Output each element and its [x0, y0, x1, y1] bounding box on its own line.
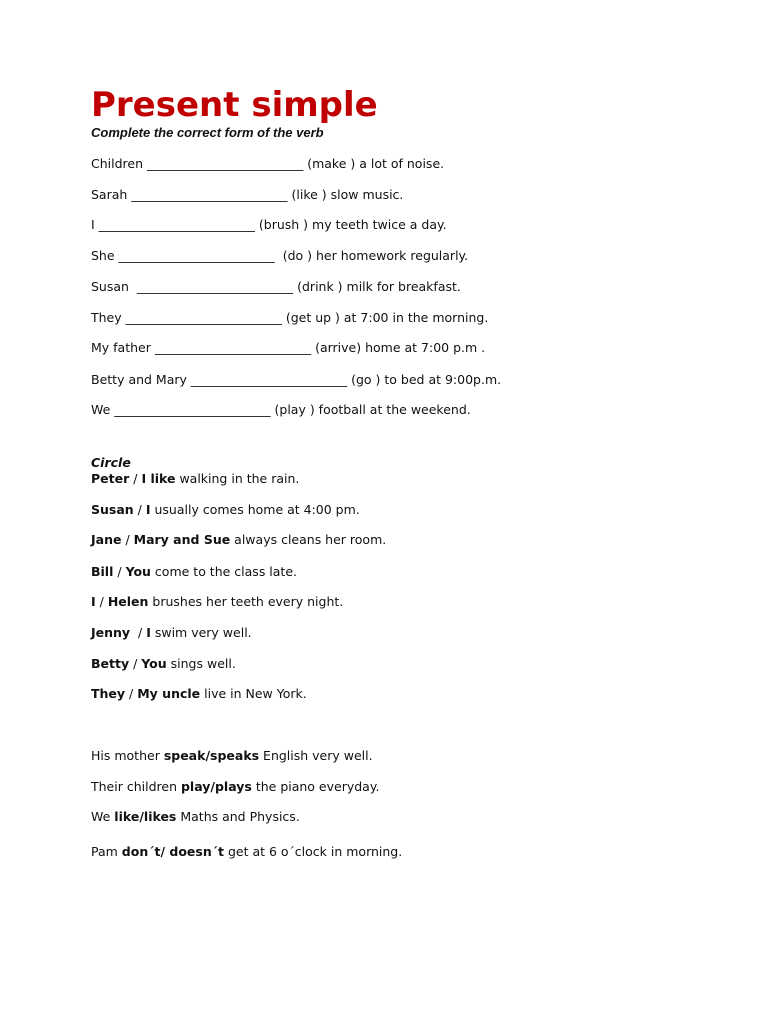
fill-in-blank: I _________________________ — [91, 217, 259, 232]
page-title: Present simple — [91, 85, 378, 125]
fill-in-blank: They _________________________ — [91, 310, 286, 325]
fill-in-item — [91, 309, 488, 327]
circle-item — [91, 531, 386, 549]
option-separator: / — [113, 564, 126, 579]
circle-item — [91, 655, 236, 673]
option-separator: / — [139, 809, 144, 824]
fill-in-rest: (arrive) home at 7:00 p.m . — [315, 340, 486, 355]
fill-in-rest: (do ) her homework regularly. — [282, 248, 469, 263]
sentence-rest: always cleans her room. — [230, 532, 387, 547]
option-separator: / — [95, 594, 108, 609]
instruction-text: Complete the correct form of the verb — [91, 125, 324, 140]
option-b: plays — [214, 779, 252, 794]
circle-item — [91, 563, 297, 581]
circle-item — [91, 685, 307, 703]
option-a: speak — [163, 748, 206, 763]
option-b: speaks — [210, 748, 260, 763]
option-a: play — [180, 779, 211, 794]
fill-in-rest: (go ) to bed at 9:00p.m. — [351, 372, 502, 387]
fill-in-item — [91, 371, 501, 389]
fill-in-item — [91, 278, 461, 296]
fill-in-rest: (make ) a lot of noise. — [307, 156, 445, 171]
circle-item — [91, 501, 360, 519]
option-b: Helen — [107, 594, 149, 609]
sentence-rest: walking in the rain. — [175, 471, 300, 486]
option-separator: / — [133, 502, 146, 517]
fill-in-blank: Sarah _________________________ — [91, 187, 292, 202]
sentence-rest: get at 6 o´clock in morning. — [223, 844, 403, 859]
sentence-rest: the piano everyday. — [251, 779, 380, 794]
option-b: I like — [141, 471, 176, 486]
choose-item — [91, 808, 300, 826]
circle-item — [91, 624, 252, 642]
option-b: Mary and Sue — [133, 532, 231, 547]
option-b: You — [125, 564, 151, 579]
option-separator: / — [121, 532, 134, 547]
fill-in-blank: She _________________________ — [91, 248, 283, 263]
option-a: Betty — [91, 656, 130, 671]
option-separator: / — [129, 471, 142, 486]
option-separator: / — [125, 686, 138, 701]
option-separator: / — [205, 748, 211, 763]
sentence-rest: usually comes home at 4:00 pm. — [150, 502, 360, 517]
sentence-start: Pam — [91, 844, 122, 859]
option-b: My uncle — [137, 686, 201, 701]
option-a: Jane — [91, 532, 122, 547]
option-separator: / — [210, 779, 215, 794]
sentence-rest: sings well. — [166, 656, 236, 671]
fill-in-blank: Children _________________________ — [91, 156, 308, 171]
fill-in-rest: (get up ) at 7:00 in the morning. — [285, 310, 489, 325]
sentence-rest: live in New York. — [200, 686, 307, 701]
option-separator: / — [160, 844, 170, 859]
option-a: Susan — [91, 502, 134, 517]
option-b: You — [141, 656, 167, 671]
circle-item — [91, 593, 343, 611]
option-a: like — [114, 809, 140, 824]
option-a: I — [91, 594, 96, 609]
sentence-rest: English very well. — [259, 748, 373, 763]
sentence-start: We — [91, 809, 115, 824]
fill-in-item — [91, 401, 471, 419]
fill-in-rest: (play ) football at the weekend. — [274, 402, 471, 417]
fill-in-item — [91, 339, 485, 357]
fill-in-blank: Betty and Mary _________________________ — [91, 372, 352, 387]
fill-in-rest: (like ) slow music. — [291, 187, 404, 202]
fill-in-item — [91, 155, 444, 173]
fill-in-blank: My father _________________________ — [91, 340, 316, 355]
option-b: I — [146, 625, 151, 640]
fill-in-rest: (drink ) milk for breakfast. — [297, 279, 461, 294]
sentence-start: Their children — [91, 779, 181, 794]
choose-item — [91, 843, 402, 861]
option-separator: / — [130, 625, 147, 640]
fill-in-blank: Susan _________________________ — [91, 279, 298, 294]
fill-in-blank: We _________________________ — [91, 402, 275, 417]
choose-item — [91, 778, 379, 796]
option-a: They — [91, 686, 126, 701]
option-a: don´t — [121, 844, 161, 859]
section-heading-circle: Circle — [91, 455, 131, 470]
option-a: Jenny — [91, 625, 131, 640]
option-separator: / — [129, 656, 142, 671]
fill-in-item — [91, 216, 447, 234]
option-b: I — [145, 502, 151, 517]
fill-in-rest: (brush ) my teeth twice a day. — [258, 217, 447, 232]
fill-in-item — [91, 247, 468, 265]
circle-item — [91, 470, 299, 488]
sentence-rest: Maths and Physics. — [176, 809, 300, 824]
option-a: Peter — [91, 471, 130, 486]
fill-in-item — [91, 186, 403, 204]
sentence-rest: brushes her teeth every night. — [148, 594, 344, 609]
option-b: likes — [143, 809, 177, 824]
option-b: doesn´t — [169, 844, 224, 859]
option-a: Bill — [91, 564, 114, 579]
sentence-rest: swim very well. — [150, 625, 252, 640]
sentence-rest: come to the class late. — [150, 564, 297, 579]
choose-item — [91, 747, 373, 765]
sentence-start: His mother — [91, 748, 164, 763]
